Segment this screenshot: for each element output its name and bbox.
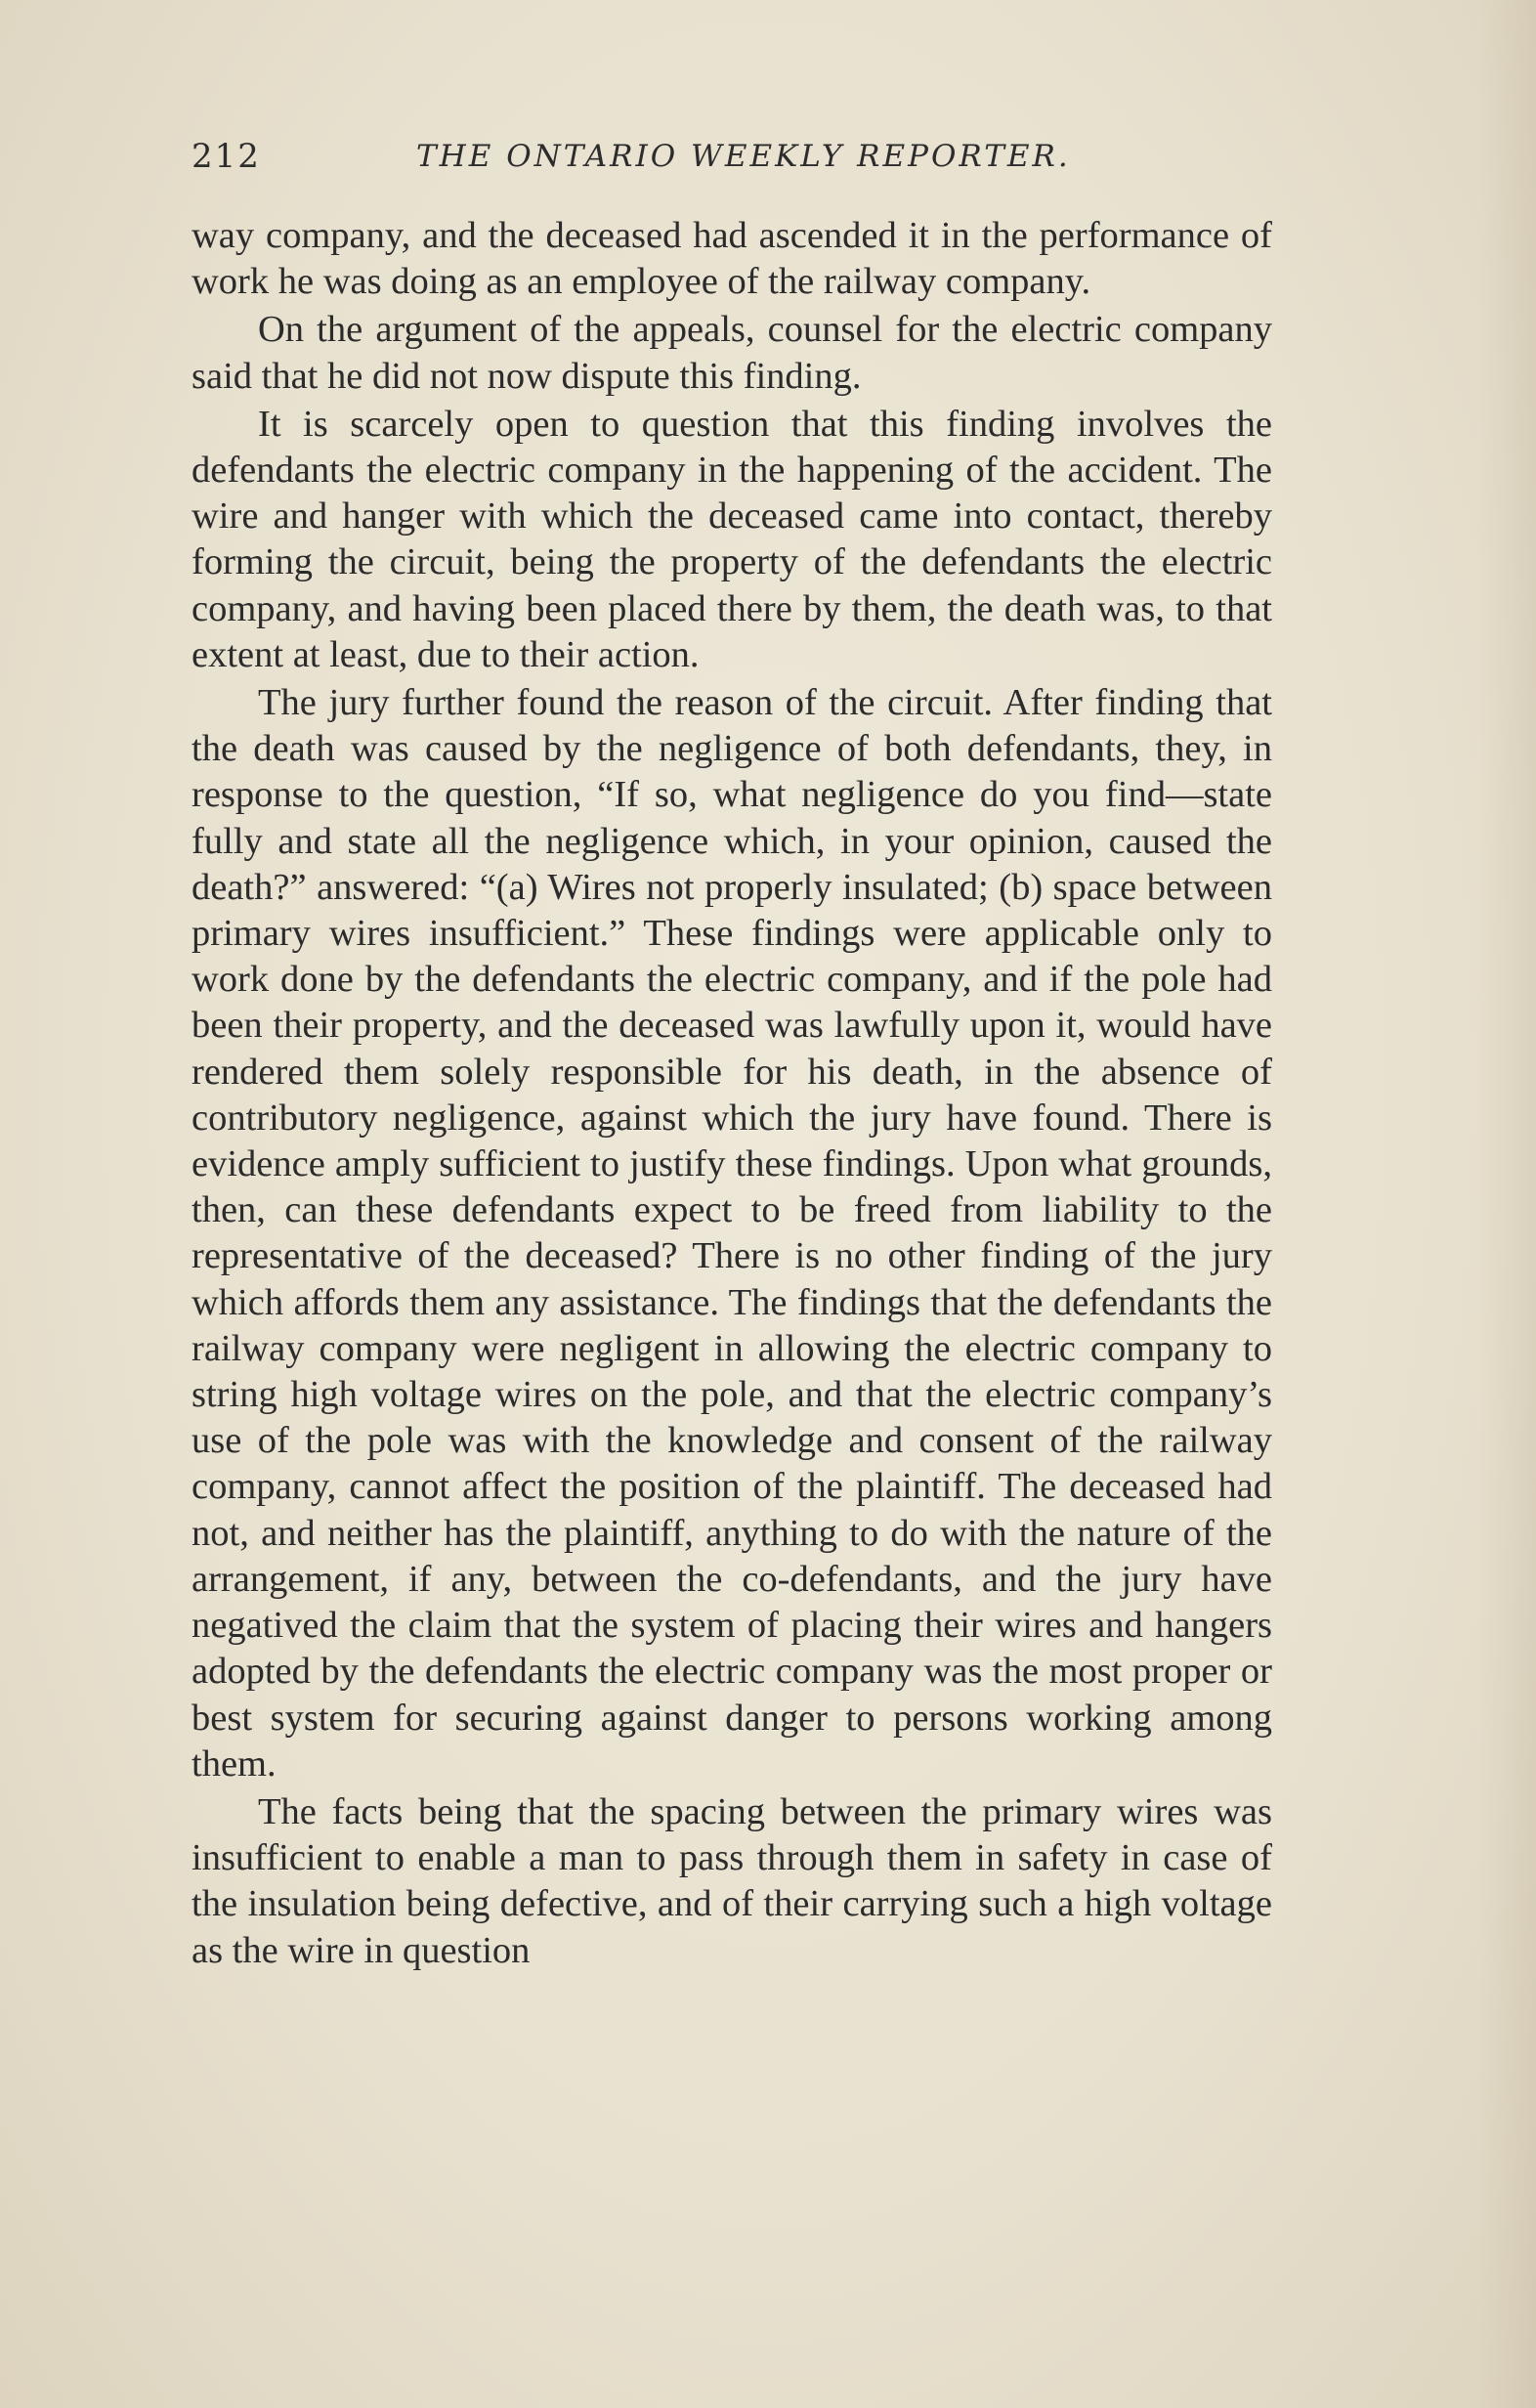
running-header [192, 137, 1276, 195]
paragraph: On the argument of the appeals, counsel for the electric company said that he did not now dispute this finding. [192, 309, 1272, 397]
paragraph: The facts being that the spacing between the primary wires was insufficient to enable a man to pass through them in safety in case of the insulation being defective, and of their carrying such a high voltage as the wire in question [192, 1790, 1272, 1971]
page-shadow [1477, 0, 1536, 2408]
paragraph: The jury further found the reason of the circuit. After finding that the death was caused by the negligence of both defendants, they, in response to the question, “If so, what negligence do you find—state fully and state all the negligence which, in your opinion, caused the death?” answered: “(a) Wires not properly insulated; (b) space between primary wires insufficient.” These findings were applicable only to work done by the defendants the electric company, and if the pole had been their property, and the deceased was lawfully upon it, would have rendered them solely responsible for his death, in the absence of contributory negligence, against which the jury have found. There is evidence amply sufficient to justify these findings. Upon what grounds, then, can these defendants expect to be freed from liability to the representative of the deceased? There is no other finding of the jury which affords them any assistance. The findings that the defendants the railway company were negligent in allowing the electric company to string high voltage wires on the pole, and that the electric company’s use of the pole was with the knowledge and consent of the railway company, cannot affect the position of the plaintiff. The deceased had not, and neither has the plaintiff, anything to do with the nature of the arrangement, if any, between the co-defendants, and the jury have negatived the claim that the system of placing their wires and hangers adopted by the defendants the electric company was the most proper or best system for securing against danger to persons working among them. [192, 682, 1272, 1784]
running-title: THE ONTARIO WEEKLY REPORTER. [416, 139, 1071, 174]
page-number: 212 [192, 137, 261, 176]
body-text [192, 213, 1272, 1974]
paragraph: way company, and the deceased had ascended it in the performance of work he was doing as an employee of the railway company. [192, 215, 1272, 303]
paragraph: It is scarcely open to question that this finding involves the defendants the electric company in the happening of the accident. The wire and hanger with which the deceased came into contact, thereby forming the circuit, being the property of the defendants the electric company, and having been placed there by them, the death was, to that extent at least, due to their action. [192, 403, 1272, 675]
